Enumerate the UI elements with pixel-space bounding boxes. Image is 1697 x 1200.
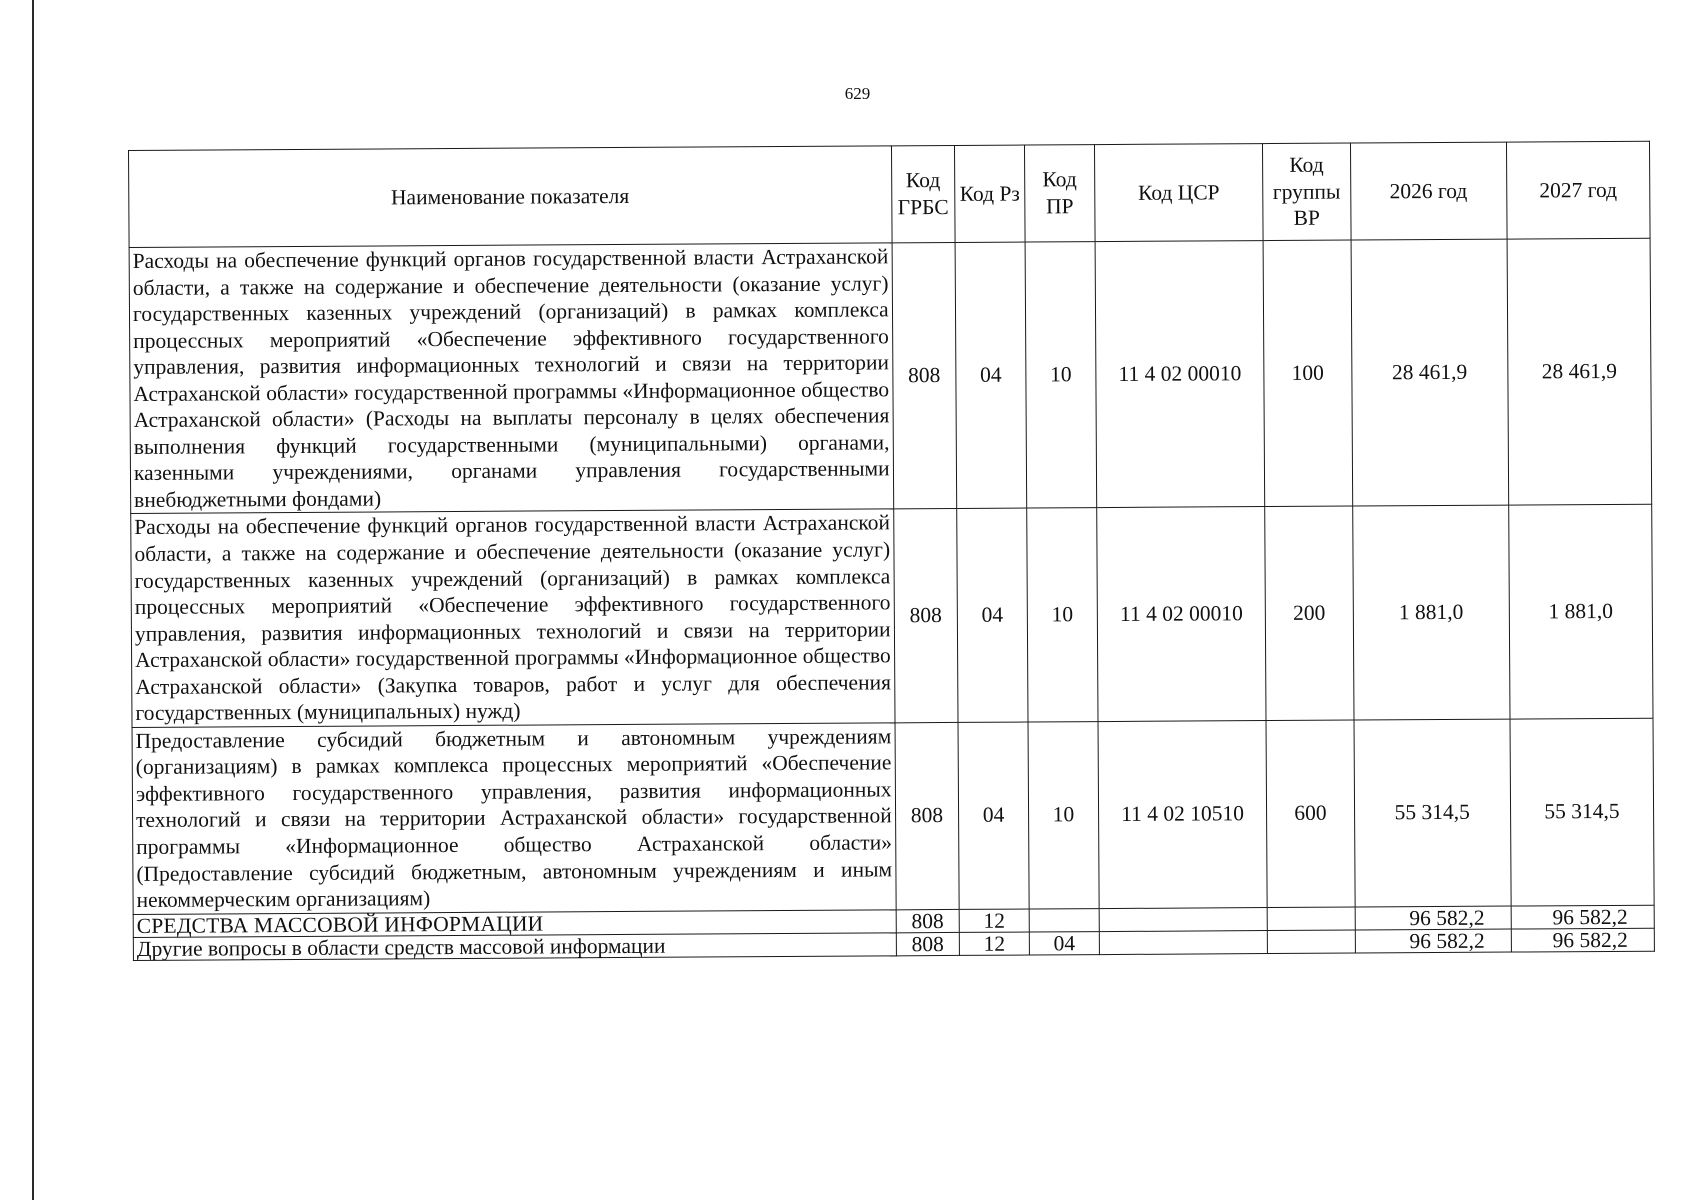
row-grbs: 808 [895, 722, 960, 909]
row-rz: 04 [955, 242, 1027, 509]
budget-table [128, 141, 1655, 961]
header-2026: 2026 год [1350, 142, 1507, 240]
row-pr: 10 [1025, 242, 1097, 509]
row-pr [1029, 908, 1099, 931]
row-csr [1099, 907, 1267, 931]
row-grbs: 808 [893, 509, 958, 723]
header-grbs: Код ГРБС [891, 145, 955, 242]
header-2027: 2027 год [1506, 141, 1650, 239]
row-csr: 11 4 02 00010 [1097, 507, 1267, 721]
table-row [129, 238, 1652, 514]
row-csr: 11 4 02 10510 [1098, 720, 1267, 908]
header-pr: Код ПР [1024, 145, 1095, 242]
row-name: Другие вопросы в области средств массовой информации [133, 932, 896, 960]
row-pr: 04 [1029, 931, 1099, 954]
row-rz: 04 [957, 508, 1028, 722]
row-grbs: 808 [896, 932, 960, 955]
row-amount-2027: 28 461,9 [1507, 238, 1652, 505]
row-name: Расходы на обеспечение функций органов государственной власти Астраханской области, а также на содержание и обеспечение деятельности (оказание услуг) государственных казенных учреждений (организаций) в рамках комплекса процессных мероприятий «Обеспечение эффективного государственного управления, развития информационных технологий и связи на территории Астраханской области» государственной программы «Информационное общество Астраханской области» (Расходы на выплаты персоналу в целях обеспечения выполнения функций государственными (муниципальными) органами, казенными учреждениями, органами управления государственными внебюджетными фондами) [129, 243, 893, 514]
scan-edge-line [32, 0, 34, 1200]
page-number: 629 [844, 84, 871, 103]
table-row [132, 718, 1654, 914]
row-amount-2026: 96 582,2 [1355, 929, 1511, 953]
row-vr [1267, 930, 1355, 954]
row-amount-2027: 1 881,0 [1509, 505, 1653, 719]
row-rz: 12 [959, 909, 1029, 932]
header-vr: Код группы ВР [1263, 143, 1351, 241]
row-name: СРЕДСТВА МАССОВОЙ ИНФОРМАЦИИ [133, 909, 896, 937]
header-csr: Код ЦСР [1094, 144, 1263, 242]
row-pr: 10 [1027, 508, 1098, 722]
row-rz: 12 [959, 932, 1029, 955]
row-amount-2026: 1 881,0 [1352, 506, 1510, 720]
row-amount-2026: 28 461,9 [1351, 239, 1509, 506]
row-pr: 10 [1028, 721, 1099, 908]
table-row [131, 505, 1653, 728]
row-grbs: 808 [896, 909, 960, 932]
row-vr: 600 [1266, 720, 1355, 907]
row-amount-2026: 55 314,5 [1354, 719, 1511, 907]
row-grbs: 808 [892, 242, 957, 509]
row-vr: 200 [1265, 506, 1354, 720]
header-rz: Код Рз [955, 145, 1026, 242]
row-amount-2027: 96 582,2 [1511, 928, 1654, 952]
row-rz: 04 [958, 722, 1029, 909]
budget-sheet [128, 141, 1655, 961]
row-csr [1099, 930, 1267, 954]
row-amount-2026: 96 582,2 [1355, 906, 1511, 930]
row-name: Предоставление субсидий бюджетным и автономным учреждениям (организациям) в рамках комплекса процессных мероприятий «Обеспечение эффективного государственного управления, развития информационных технологий и связи на территории Астраханской области» государственной программы «Информационное общество Астраханской области» (Предоставление субсидий бюджетным, автономным учреждениям и иным некоммерческим организациям) [132, 723, 896, 914]
row-name: Расходы на обеспечение функций органов государственной власти Астраханской области, а также на содержание и обеспечение деятельности (оказание услуг) государственных казенных учреждений (организаций) в рамках комплекса процессных мероприятий «Обеспечение эффективного государственного управления, развития информационных технологий и связи на территории Астраханской области» государственной программы «Информационное общество Астраханской области» (Закупка товаров, работ и услуг для обеспечения государственных (муниципальных) нужд) [131, 509, 895, 727]
row-vr [1267, 907, 1355, 931]
row-vr: 100 [1263, 240, 1352, 507]
row-amount-2027: 55 314,5 [1510, 718, 1654, 906]
row-amount-2027: 96 582,2 [1511, 905, 1654, 929]
header-row [129, 141, 1651, 247]
header-name: Наименование показателя [129, 146, 892, 248]
row-csr: 11 4 02 00010 [1095, 241, 1265, 508]
